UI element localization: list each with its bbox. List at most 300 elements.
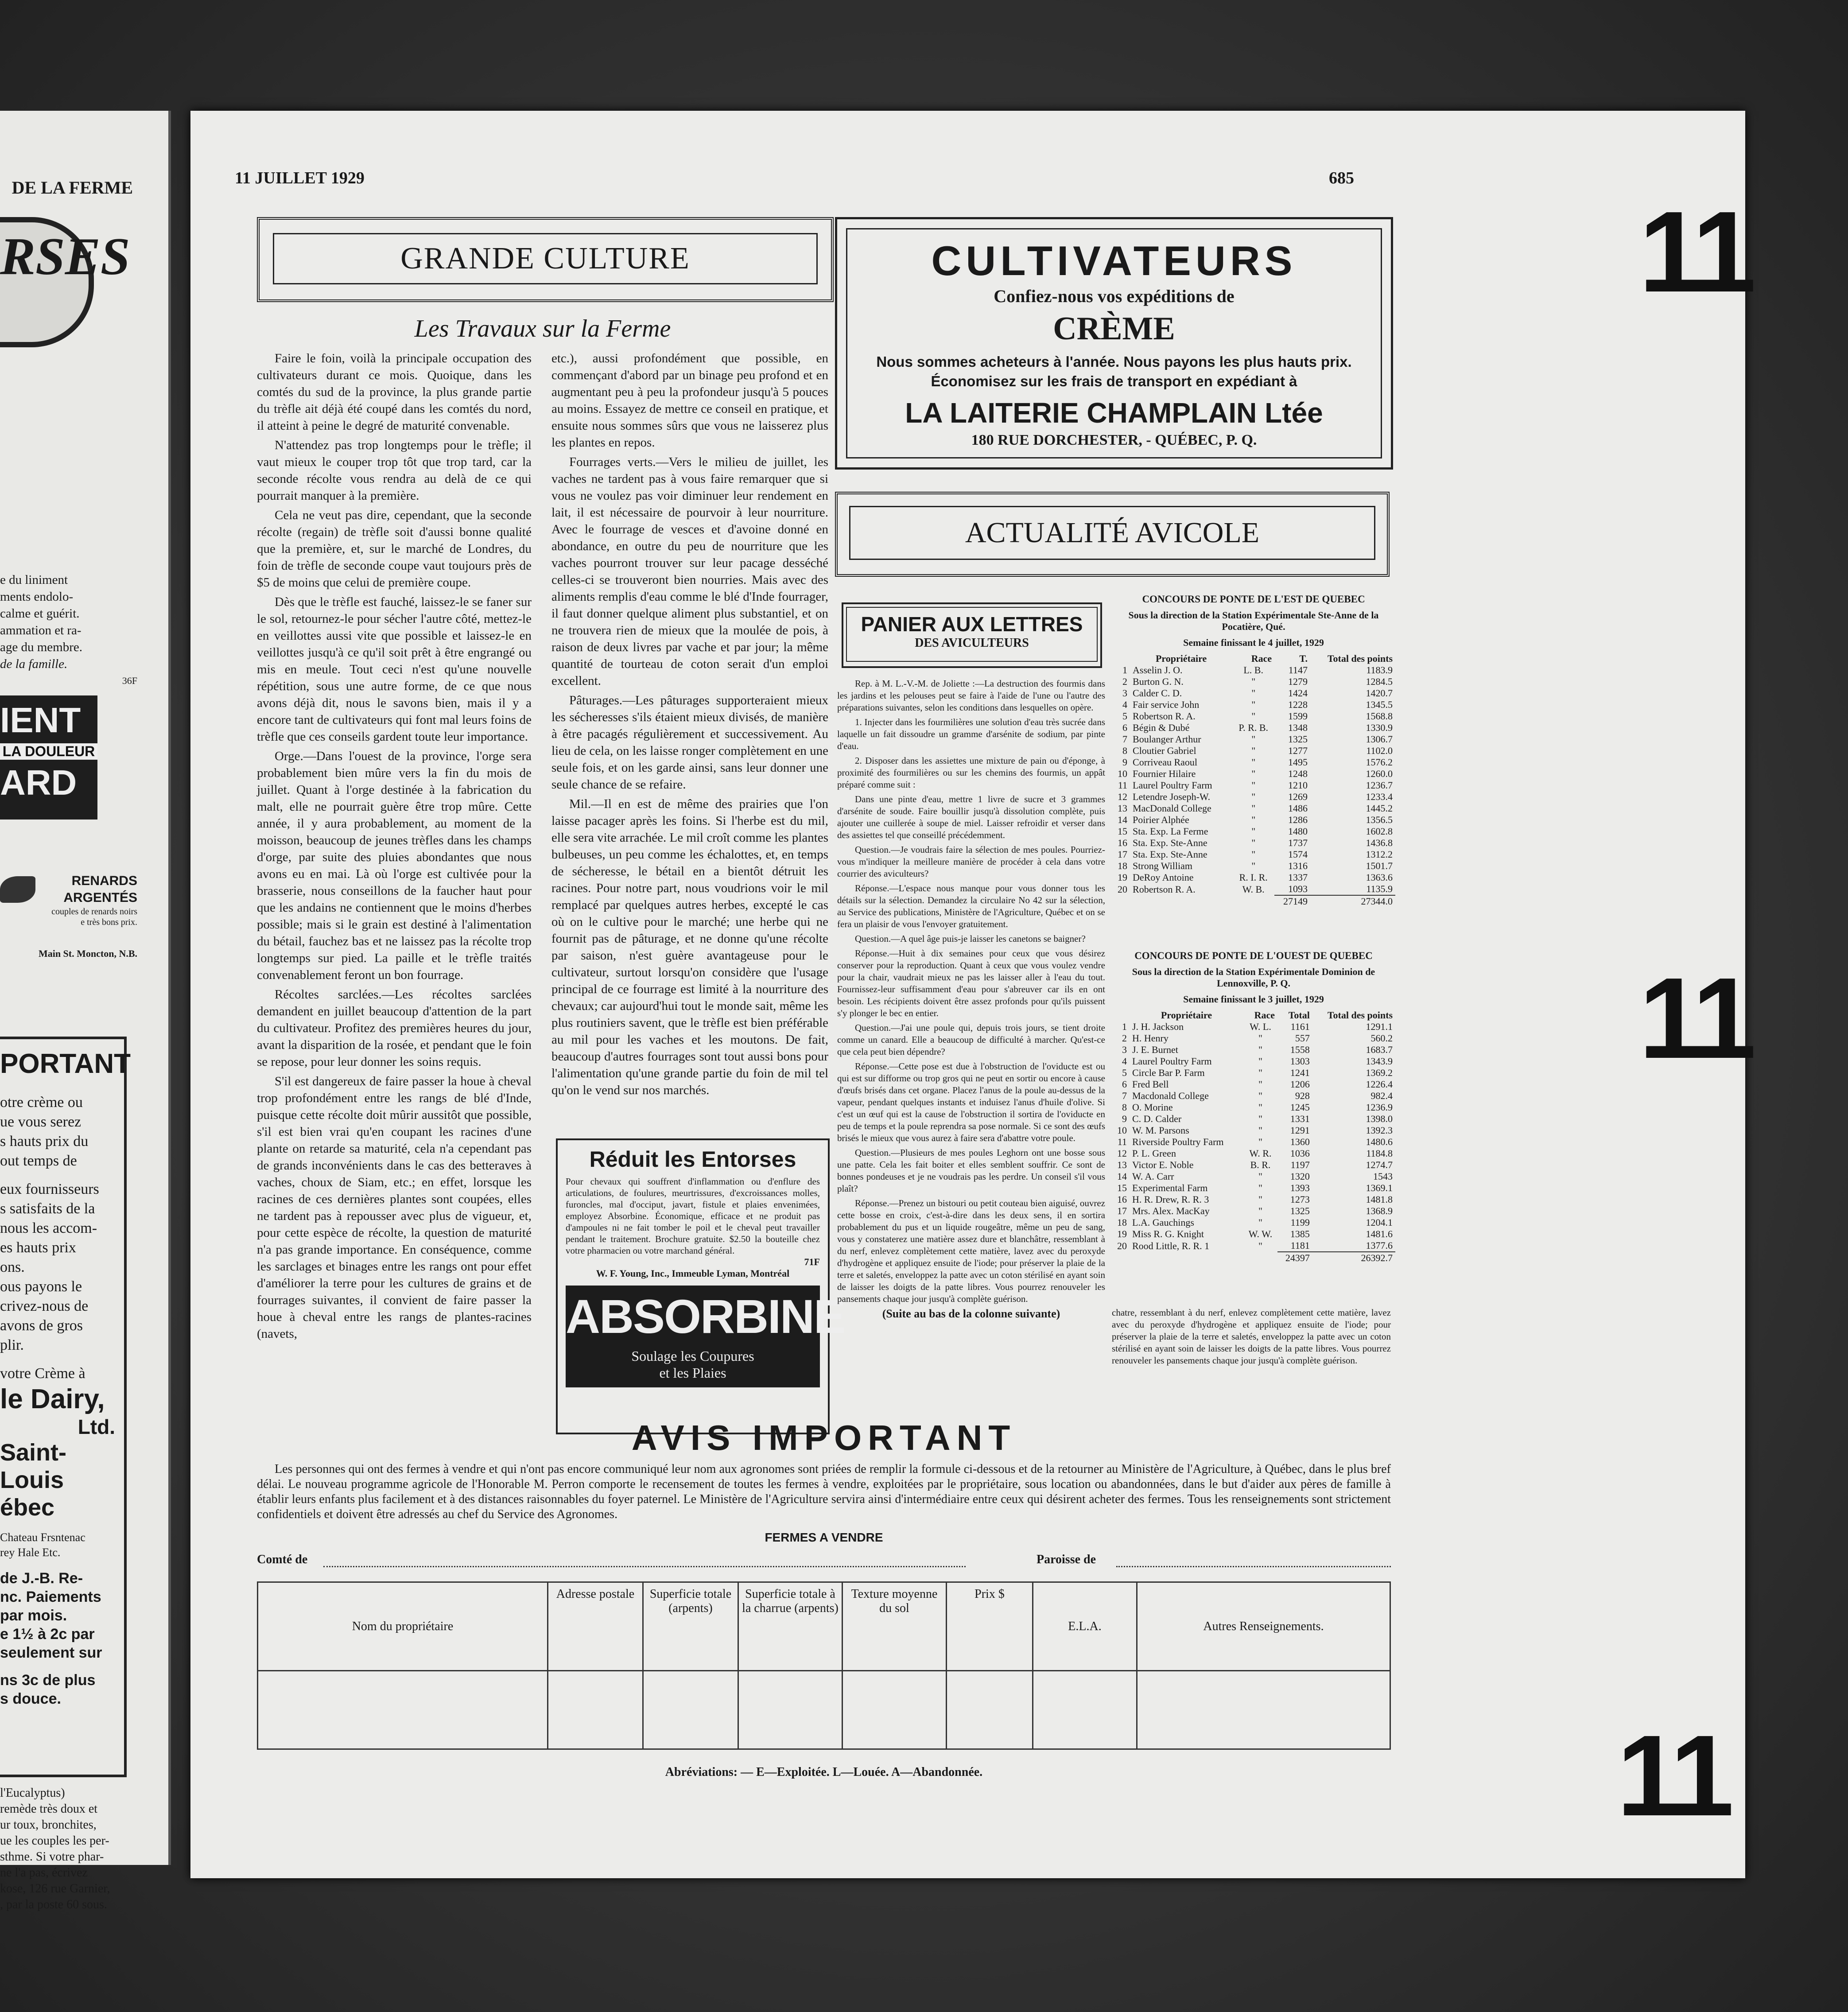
table-cell: 1393 xyxy=(1290,1182,1310,1193)
table-cell: " xyxy=(1251,826,1256,837)
table-cell: 7 xyxy=(1122,734,1128,745)
column-header: Race xyxy=(1251,653,1272,664)
form-cell[interactable] xyxy=(258,1671,548,1749)
table-cell: " xyxy=(1251,757,1256,768)
avis-title: AVIS IMPORTANT xyxy=(631,1418,1017,1457)
col-header: Adresse postale xyxy=(548,1582,643,1671)
table-cell: Robertson R. A. xyxy=(1133,883,1196,895)
table-cell: 1486 xyxy=(1288,803,1308,814)
total-cell: 24397 xyxy=(1277,1252,1312,1264)
table-total-row xyxy=(1112,895,1395,907)
table-cell: J. H. Jackson xyxy=(1132,1021,1184,1032)
table-row xyxy=(1112,803,1395,814)
table-cell: 1291 xyxy=(1290,1125,1310,1136)
table-cell: 1495 xyxy=(1288,757,1308,768)
col-header: Prix $ xyxy=(947,1582,1033,1671)
table-cell: 928 xyxy=(1295,1090,1310,1101)
form-title: FERMES A VENDRE xyxy=(765,1530,883,1544)
table-cell: " xyxy=(1251,814,1256,825)
page-marker-middle: 11 xyxy=(1639,954,1752,1083)
table-row xyxy=(1112,1136,1395,1148)
table-cell: Burton G. N. xyxy=(1133,676,1184,687)
table-cell: 1343.9 xyxy=(1366,1056,1393,1067)
table-cell: 2 xyxy=(1122,1033,1127,1044)
eucalyptus-ad: l'Eucalyptus) remède très doux et ur toux, bronchites, ue les couples les per- sthme. Si votre phar- ne l'a pas, écrivez kose, 126 rue Garnier, , par la poste 60 sous. xyxy=(0,1786,110,1911)
table-cell: " xyxy=(1258,1171,1262,1182)
table-cell: Bégin & Dubé xyxy=(1133,722,1190,733)
panier-column xyxy=(837,678,1105,1322)
table-cell: 1135.9 xyxy=(1366,883,1393,894)
table-cell: Corriveau Raoul xyxy=(1133,757,1198,768)
table-cell: 3 xyxy=(1122,1044,1127,1055)
table-row xyxy=(1112,860,1395,872)
table-cell: 1093 xyxy=(1288,883,1308,894)
col-header: Autres Renseignements. xyxy=(1137,1582,1390,1671)
table-cell: Fair service John xyxy=(1133,699,1200,710)
table-cell: 1273 xyxy=(1290,1194,1310,1205)
table-cell: W. B. xyxy=(1242,883,1265,895)
column-header: Propriétaire xyxy=(1155,653,1207,664)
table-cell: 15 xyxy=(1117,1182,1127,1193)
paragraph: 1. Injecter dans les fourmilières une solution d'eau très sucrée dans laquelle un fait dissoudre un gramme d'arsénite de sodium, par pinte d'eau. xyxy=(837,717,1105,751)
table-cell: 1480 xyxy=(1288,826,1308,837)
table-cell: 12 xyxy=(1117,1148,1127,1159)
table-cell: 1206 xyxy=(1290,1079,1310,1090)
form-cell[interactable] xyxy=(947,1671,1033,1749)
table-cell: 1348 xyxy=(1288,722,1308,733)
table-cell: 1197 xyxy=(1290,1159,1310,1170)
table-cell: Letendre Joseph-W. xyxy=(1133,791,1211,802)
paragraph: Réponse.—Cette pose est due à l'obstruction de l'oviducte est ou qui est sur difforme ou trop gros qui ne peut en sortir ou encore à cause d'œufs brisés dans cet organe. Placez l'anus de la poule au-dessus de la vapeur, pendant quelques instants et induisez l'anus d'huile d'olive. Si c'est un œuf qui est la cause de l'obstruction il sortira de l'oviducte en peu de temps et la poule reprendra sa pose normale. Si ce sont des œufs brisés le mieux que vous aurez à faire sera d'abattre votre poule. xyxy=(837,1061,1105,1143)
table-cell: 1398.0 xyxy=(1366,1113,1393,1124)
table-cell: 560.2 xyxy=(1370,1033,1393,1044)
table-cell: 1392.3 xyxy=(1366,1125,1393,1136)
table-row xyxy=(1112,814,1395,826)
paragraph: Dans une pinte d'eau, mettre 1 livre de sucre et 3 grammes d'arsénite de soude. Faire bouillir jusqu'à dissolution complète, puis ajouter une cuillerée à soupe de miel. Laisser refroidir et verser dans des assiettes tel que conseillé précédemment. xyxy=(837,794,1105,840)
table-row xyxy=(1112,734,1395,745)
table-cell: " xyxy=(1251,768,1256,779)
table-row xyxy=(1112,1228,1395,1240)
table-row xyxy=(1112,1194,1395,1205)
table-cell: 1330.9 xyxy=(1366,722,1393,733)
table-cell: 1345.5 xyxy=(1366,699,1393,710)
table-cell: 16 xyxy=(1117,1194,1127,1205)
table-row xyxy=(1112,1125,1395,1136)
table-cell: 1284.5 xyxy=(1366,676,1393,687)
paragraph: Question.—A quel âge puis-je laisser les canetons se baigner? xyxy=(855,933,1086,944)
table-row xyxy=(1112,687,1395,699)
table-cell: " xyxy=(1251,837,1256,848)
score-table-ouest xyxy=(1112,1010,1395,1264)
table-cell: 1233.4 xyxy=(1366,791,1393,802)
table-cell: 1102.0 xyxy=(1366,745,1393,756)
table-cell: L. B. xyxy=(1243,664,1263,676)
table-cell: C. D. Calder xyxy=(1132,1113,1182,1124)
table-cell: " xyxy=(1258,1056,1262,1067)
table-cell: 1599 xyxy=(1288,711,1308,722)
paragraph: Fourrages verts.—Vers le milieu de juillet, les vaches ne tardent pas à vous faire remarquer que si vous ne voulez pas voir diminuer leur rendement en lait, il est nécessaire de pourvoir à leur nourriture. Avec le fourrage de vesces et d'avoine donné en abondance, en outre du peu de nourriture que les vaches pourront trouver sur leur pacage desséché celles-ci se trouveront bien nourries. Mais avec des aliments remplis d'eau comme le blé d'Inde fourrager, il faut donner quelque aliment plus substantiel, et on ne trouvera rien de mieux que la moulée de pois, à raison de deux livres par vache et par jour; la même quantité de tourteau de coton serait d'un emploi excellent. xyxy=(551,455,828,688)
table-cell: 1226.4 xyxy=(1366,1079,1393,1090)
paragraph: 2. Disposer dans les assiettes une mixture de pain ou d'éponge, à proximité des fourmilières ou sur les chemins des fourmis, un appât préparé comme suit : xyxy=(837,755,1105,790)
table-row xyxy=(1112,1067,1395,1079)
section-title: ACTUALITÉ AVICOLE xyxy=(849,506,1375,560)
form-cell[interactable] xyxy=(548,1671,643,1749)
table-cell: 1368.9 xyxy=(1366,1205,1393,1216)
column-header: Race xyxy=(1254,1010,1275,1021)
table-cell: 12 xyxy=(1118,791,1128,802)
table-cell: 8 xyxy=(1122,1102,1127,1113)
col-header: Nom du propriétaire xyxy=(258,1582,548,1671)
col-header: Texture moyenne du sol xyxy=(842,1582,947,1671)
form-cell[interactable] xyxy=(1137,1671,1390,1749)
table-cell: 1147 xyxy=(1288,664,1308,676)
table-cell: 20 xyxy=(1118,883,1128,895)
table-cell: 1161 xyxy=(1290,1021,1310,1032)
article-column-1 xyxy=(257,350,532,1345)
column-header: Total xyxy=(1288,1010,1310,1021)
important-ad: PORTANT otre crème ou ue vous serez s hauts prix du out temps de eux fournisseurs s satisfaits de la nous les accom- es hauts prix ons. ous payons le crivez-nous de avons de gros plir. votre Crème à le Dairy, Ltd. Saint-Louis ébec Chateau Frsntenac rey Hale Etc. de J.-B. Re- nc. Paiements par mois. e 1½ à 2c par seulement sur ns 3c de plus s douce. xyxy=(0,1037,127,1777)
table-cell: 1602.8 xyxy=(1366,826,1393,837)
table-cell: 1181 xyxy=(1290,1240,1310,1251)
paragraph: Question.—J'ai une poule qui, depuis trois jours, se tient droite comme un canard. Elle a beaucoup de difficulté à marcher. Qu'est-ce que cela peut bien dépendre? xyxy=(837,1022,1105,1057)
table-header-row xyxy=(1112,653,1395,664)
table-cell: 1480.6 xyxy=(1366,1136,1393,1147)
paragraph: Récoltes sarclées.—Les récoltes sarclées demandent en juillet beaucoup d'attention de la part du cultivateur. Profitez des premières heures du jour, avant la disparition de la rosée, et pendant que le foin se repose, pour leur donner les soins requis. xyxy=(257,987,532,1069)
table-cell: 13 xyxy=(1117,1159,1127,1170)
table-cell: 1320 xyxy=(1290,1171,1310,1182)
table-cell: " xyxy=(1258,1044,1262,1055)
table-cell: 1312.2 xyxy=(1366,849,1393,860)
table-cell: DeRoy Antoine xyxy=(1133,872,1194,883)
table-cell: W. W. xyxy=(1248,1228,1273,1239)
table-row xyxy=(1112,711,1395,722)
paragraph: Dès que le trèfle est fauché, laissez-le se faner sur le sol, retournez-le pour sécher l'autre côté, mettez-le en veillottes aussi vite que possible et laissez-le en veillottes jusqu'à ce qu'il soit prêt à être engrangé ou mis en meule. Tout ceci n'est qu'une nouvelle répétition, sous une autre forme, de ce que nous avons déjà dit, nous le savons bien, mais il y a encore tant de cultivateurs qui font mal leurs foins de trèfle que ces conseils gardent toute leur importance. xyxy=(257,595,532,744)
table-cell: 1481.8 xyxy=(1366,1194,1393,1205)
table-cell: 1316 xyxy=(1288,860,1308,871)
table-cell: 1424 xyxy=(1288,687,1308,699)
creme-ad: CULTIVATEURS Confiez-nous vos expéditions de CRÈME Nous sommes acheteurs à l'année. Nous payons les plus hauts prix. Économisez sur les frais de transport en expédiant à LA LAITERIE CHAMPLAIN Ltée 180 RUE DORCHESTER, - QUÉBEC, P. Q. xyxy=(835,217,1393,470)
table-row xyxy=(1112,1148,1395,1159)
table-row xyxy=(1112,768,1395,780)
total-cell: 26392.7 xyxy=(1312,1252,1395,1264)
column-header xyxy=(1112,1010,1130,1021)
table-row xyxy=(1112,1021,1395,1033)
table-cell: " xyxy=(1251,803,1256,814)
table-cell: 1436.8 xyxy=(1366,837,1393,848)
table-cell: 1 xyxy=(1122,1021,1127,1032)
logo-text: RSES xyxy=(0,227,130,286)
table-cell: 16 xyxy=(1118,837,1128,848)
table-cell: Strong William xyxy=(1133,860,1193,871)
table-row xyxy=(1112,1102,1395,1113)
table-cell: 1683.7 xyxy=(1366,1044,1393,1055)
table-cell: 1204.1 xyxy=(1366,1217,1393,1228)
table-cell: Asselin J. O. xyxy=(1133,664,1183,676)
table-cell: 11 xyxy=(1117,1136,1127,1147)
table-cell: 11 xyxy=(1118,780,1128,791)
table-cell: 1274.7 xyxy=(1366,1159,1393,1170)
table-cell: 3 xyxy=(1122,687,1128,699)
table-row xyxy=(1112,1240,1395,1252)
table-cell: 1245 xyxy=(1290,1102,1310,1113)
table-cell: 1260.0 xyxy=(1366,768,1393,779)
table-cell: 1501.7 xyxy=(1366,860,1393,871)
table-cell: " xyxy=(1258,1194,1262,1205)
ad-headline: CULTIVATEURS xyxy=(931,237,1297,284)
table-cell: 2 xyxy=(1122,676,1128,687)
table-cell: 19 xyxy=(1118,872,1128,883)
column-header xyxy=(1112,653,1130,664)
table-cell: Macdonald College xyxy=(1132,1090,1209,1101)
table-cell: 1210 xyxy=(1288,780,1308,791)
table-row xyxy=(1112,1205,1395,1217)
left-page-header: DE LA FERME xyxy=(12,178,133,198)
table-cell: 1277 xyxy=(1288,745,1308,756)
table-cell: " xyxy=(1251,849,1256,860)
table-cell: Fred Bell xyxy=(1132,1079,1169,1090)
table-cell: 1248 xyxy=(1288,768,1308,779)
table-cell: 1286 xyxy=(1288,814,1308,825)
table-cell: " xyxy=(1258,1125,1262,1136)
table-cell: " xyxy=(1258,1113,1262,1124)
column-header: Total des points xyxy=(1327,653,1393,664)
table-cell: 18 xyxy=(1117,1217,1127,1228)
table-cell: Poirier Alphée xyxy=(1133,814,1189,825)
paragraph: Faire le foin, voilà la principale occupation des cultivateurs durant ce mois. Quoique, dans les comtés du sud de la province, la plus grande partie du trèfle ait déjà été coupé dans les comtés du nord, il atteint à peine le degré de maturité convenable. xyxy=(257,351,532,433)
table-row xyxy=(1112,1079,1395,1090)
avis-body: Les personnes qui ont des fermes à vendre et qui n'ont pas encore communiqué leur nom aux agronomes sont priées de remplir la formule ci-dessous et de la retourner au Ministère de l'Agriculture, à Québec, dans le plus bref délai. Le nouveau programme agricole de l'Honorable M. Perron comporte le recensement de toutes les fermes à vendre, exploitées par le propriétaire, sous location ou abandonnées, dans le but d'aider aux pères de famille à établir leurs enfants plus facilement et à des distances raisonnables du foyer paternel. Le Ministère de l'Agriculture servira ainsi d'intermédiaire entre ceux qui désirent acheter des fermes. Tous les renseignements sont strictement confidentiels et doivent être adressés au chef du Service des Agronomes. xyxy=(257,1462,1391,1521)
table-cell: 1236.9 xyxy=(1366,1102,1393,1113)
table-cell: 1183.9 xyxy=(1366,664,1393,676)
table-row xyxy=(1112,780,1395,791)
table-cell: " xyxy=(1258,1240,1262,1251)
table-cell: Fournier Hilaire xyxy=(1133,768,1196,779)
table-cell: 1369.1 xyxy=(1366,1182,1393,1193)
table-row xyxy=(1112,676,1395,687)
paragraph: Question.—Plusieurs de mes poules Leghorn ont une bosse sous une patte. Cela les fait boiter et elles semblent souffrir. Ce sont de bonnes pondeuses et je ne voudrais pas les perdre. Un conseil s'il vous plaît? xyxy=(837,1147,1105,1194)
form-cell[interactable] xyxy=(842,1671,947,1749)
absorbine-logo: ABSORBINE Soulage les Coupures et les Plaies xyxy=(566,1286,820,1387)
table-cell: Robertson R. A. xyxy=(1133,711,1196,722)
table-cell: H. R. Drew, R. R. 3 xyxy=(1132,1194,1209,1205)
table-cell: 1385 xyxy=(1290,1228,1310,1239)
form-cell[interactable] xyxy=(643,1671,738,1749)
total-cell: 27344.0 xyxy=(1310,895,1395,907)
section-title: GRANDE CULTURE xyxy=(273,233,818,284)
table-cell: 1576.2 xyxy=(1366,757,1393,768)
table-row xyxy=(1112,837,1395,849)
table-cell: 1 xyxy=(1122,664,1128,676)
table-row xyxy=(1112,826,1395,837)
panier-title-box: PANIER AUX LETTRES DES AVICULTEURS xyxy=(842,602,1102,668)
table-cell: 5 xyxy=(1122,1067,1127,1078)
table-cell: 7 xyxy=(1122,1090,1127,1101)
table-cell: 15 xyxy=(1118,826,1128,837)
table-cell: R. I. R. xyxy=(1239,872,1268,883)
table-cell: " xyxy=(1251,791,1256,802)
table-cell: 1481.6 xyxy=(1366,1228,1393,1239)
table-cell: 1279 xyxy=(1288,676,1308,687)
table-cell: " xyxy=(1251,699,1256,710)
table-cell: 1269 xyxy=(1288,791,1308,802)
table-cell: " xyxy=(1258,1136,1262,1147)
table-cell: 1568.8 xyxy=(1366,711,1393,722)
table-row xyxy=(1112,757,1395,768)
table-cell: 10 xyxy=(1117,1125,1127,1136)
col-header: Superficie totale (arpents) xyxy=(643,1582,738,1671)
paragraph: Mil.—Il en est de même des prairies que l'on laisse pacager après les foins. Si l'herbe est du mil, elle sera vite arrachée. Le mil croît comme les plantes bulbeuses, un peu comme les échalottes, et, en temps de sécheresse, le bétail en a bientôt détruit les racines. Pour notre part, nous voudrions voir le mil remplacé par quelques autres herbes, excepté le cas où on le cultive pour le marché; une herbe qui ne fournit pas de pâturage, et ne donne qu'une récolte par saison, n'est guère avantageuse pour le cultivateur, surtout lorsqu'on considère que l'usage principal de ce fourrage est limité à la nourriture des chevaux; car aujourd'hui tout le monde sait, même les plus routiniers savent, que le trèfle est bien préférable au mil pour les vaches et les moutons. De fait, beaucoup d'autres fourrages sont tout aussi bons pour l'alimentation qu'une grande partie du foin de mil tel qu'on le vend sur nos marchés. xyxy=(551,797,828,1097)
page-marker-bottom: 11 xyxy=(1617,1712,1730,1840)
table-cell: " xyxy=(1251,711,1256,722)
douleur-banner: IENT LA DOULEUR ARD xyxy=(0,695,97,820)
form-cell[interactable] xyxy=(738,1671,842,1749)
table-row xyxy=(1112,1044,1395,1056)
actualite-avicole-frame xyxy=(835,492,1390,577)
table-cell: 8 xyxy=(1122,745,1128,756)
table-cell: 1337 xyxy=(1288,872,1308,883)
table-row xyxy=(1112,1171,1395,1182)
table-row xyxy=(1112,1113,1395,1125)
table-row xyxy=(1112,699,1395,711)
panier-continuation: chatre, ressemblant à du nerf, enlevez complètement cette matière, lavez avec du peroxyde d'hydrogène et appliquez ensuite de l'iode; pour préserver la plaie de la terre et saletés, enveloppez la patte avec un coton stérilisé en ayant soin de laisser les doigts de la patte libres. Vous pourrez renouveler les pansements chaque jour jusqu'à complète guérison. xyxy=(1112,1307,1391,1366)
table-cell: 1331 xyxy=(1290,1113,1310,1124)
table-cell: Sta. Exp. Ste-Anne xyxy=(1133,837,1207,848)
form-cell[interactable] xyxy=(1033,1671,1137,1749)
table-cell: W. A. Carr xyxy=(1132,1171,1174,1182)
table-cell: 1445.2 xyxy=(1366,803,1393,814)
paragraph: N'attendez pas trop longtemps pour le trèfle; il vaut mieux le couper trop tôt que trop tard, car la seconde récolte vous rendra au delà de ce qui pourrait manquer à la première. xyxy=(257,438,532,503)
abbreviations: Abréviations: — E—Exploitée. L—Louée. A—Abandonnée. xyxy=(665,1765,983,1779)
table-row xyxy=(1112,1217,1395,1228)
table-cell: 1356.5 xyxy=(1366,814,1393,825)
table-cell: P. R. B. xyxy=(1238,722,1268,733)
table-total-row xyxy=(1112,1252,1395,1264)
table-cell: " xyxy=(1251,676,1256,687)
table-cell: 1420.7 xyxy=(1366,687,1393,699)
table-cell: " xyxy=(1251,687,1256,699)
paragraph: Réponse.—Huit à dix semaines pour ceux que vous désirez conserver pour la reproduction. Quant à ceux que vous voulez vendre pour la chair, vaudrait mieux ne pas les laisser aller à l'eau du tout. Fournissez-leur suffisamment d'eau pour s'abreuver car ils en ont besoin. Les récipients doivent être assez profonds pour qu'ils puissent s'y plonger le bec en entier. xyxy=(837,948,1105,1018)
fox-icon xyxy=(0,876,35,903)
table-cell: O. Morine xyxy=(1132,1102,1173,1113)
table-cell: Riverside Poultry Farm xyxy=(1132,1136,1224,1147)
table-row xyxy=(1112,872,1395,883)
paragraph: Pâturages.—Les pâturages supporteraient mieux les sécheresses s'ils étaient mieux divisés, de manière à être pacagés régulièrement et successivement. Au lieu de cela, on les laisse ronger complètement en une seule fois, et on les garde ainsi, sans leur donner une seule chance de se refaire. xyxy=(551,693,828,792)
table-cell: " xyxy=(1258,1067,1262,1078)
continued-note: (Suite au bas de la colonne suivante) xyxy=(882,1307,1060,1320)
table-row xyxy=(1112,1090,1395,1102)
table-cell: 6 xyxy=(1122,1079,1127,1090)
table-row xyxy=(1112,1056,1395,1067)
table-cell: 982.4 xyxy=(1370,1090,1393,1101)
table-cell: Laurel Poultry Farm xyxy=(1132,1056,1212,1067)
table-cell: H. Henry xyxy=(1132,1033,1169,1044)
paragraph: etc.), aussi profondément que possible, en commençant d'abord par un binage peu profond et en augmentant peu à peu la profondeur jusqu'à 5 pouces au moins. Essayez de mettre ce conseil en pratique, et ensuite nous sommes sûrs que vous ne laisserez plus les plantes en repos. xyxy=(551,351,828,450)
table-row xyxy=(1112,791,1395,803)
comte-field[interactable] xyxy=(323,1566,966,1567)
table-header-row xyxy=(1112,1010,1395,1021)
table-cell: 1184.8 xyxy=(1366,1148,1393,1159)
table-cell: 1291.1 xyxy=(1366,1021,1393,1032)
table-cell: Circle Bar P. Farm xyxy=(1132,1067,1205,1078)
table-cell: 1574 xyxy=(1288,849,1308,860)
table-cell: " xyxy=(1258,1033,1262,1044)
table-cell: 1325 xyxy=(1290,1205,1310,1216)
table-row xyxy=(1112,1159,1395,1171)
table-cell: 20 xyxy=(1117,1240,1127,1251)
table-cell: 1558 xyxy=(1290,1044,1310,1055)
table-cell: 1369.2 xyxy=(1366,1067,1393,1078)
total-cell: 27149 xyxy=(1274,895,1310,907)
table-cell: " xyxy=(1258,1102,1262,1113)
liniment-ad: e du liniment ments endolo- calme et guérit. ammation et ra- age du membre. de la famille. 36F xyxy=(0,573,137,686)
table-cell: 9 xyxy=(1122,757,1128,768)
table-row xyxy=(1112,722,1395,734)
table-cell: 13 xyxy=(1118,803,1128,814)
table-cell: 1325 xyxy=(1288,734,1308,745)
table-cell: 10 xyxy=(1118,768,1128,779)
table-cell: 1737 xyxy=(1288,837,1308,848)
table-cell: 1377.6 xyxy=(1366,1240,1393,1251)
article-title: Les Travaux sur la Ferme xyxy=(414,315,671,342)
table-cell: Miss R. G. Knight xyxy=(1132,1228,1204,1239)
table-cell: Rood Little, R. R. 1 xyxy=(1132,1240,1210,1251)
table-cell: 1303 xyxy=(1290,1056,1310,1067)
table-cell: Experimental Farm xyxy=(1132,1182,1208,1193)
table-cell: W. R. xyxy=(1249,1148,1272,1159)
concours-ouest: CONCOURS DE PONTE DE L'OUEST DE QUEBEC Sous la direction de la Station Expérimentale Dominion de Lennoxville, P. Q. Semaine finissant le 3 juillet, 1929 Propriétaire Race Total Total des points 1 J. H. Jackson W. L. 1161 1291.1 2 H. Henry " 557 560.2 3 J. E. Burnet " 1558 1683.7 4 Laurel Poultry Farm " 1303 1343.9 5 Circle Bar P. Farm " 1241 1369.2 6 Fred Bell " 1206 1226.4 7 Macdonald College " 928 982.4 8 O. Morine " 1245 1236.9 9 C. D. Calder " 1331 1398.0 10 W. M. Parsons " 1291 1392.3 11 Riverside Poultry Farm " 1360 1480.6 12 P. L. Green W. R. 1036 1184.8 13 Victor E. Noble B. R. 1197 1274.7 14 W. A. Carr " 1320 1543 15 Experimental Farm " 1393 1369.1 16 H. R. Drew, R. R. 3 " 1273 1481.8 17 Mrs. Alex. MacKay " 1325 1368.9 18 L.A. Gauchings " 1199 1204.1 19 Miss R. G. Knight W. W. 1385 1481.6 20 Rood Little, R. R. 1 " 1181 1377.6 24397 26392.7 xyxy=(1112,950,1395,1264)
page-marker-top: 11 xyxy=(1639,188,1752,316)
table-cell: W. L. xyxy=(1250,1021,1271,1032)
table-row xyxy=(1112,664,1395,676)
table-cell: " xyxy=(1258,1182,1262,1193)
table-cell: B. R. xyxy=(1250,1159,1271,1170)
table-cell: 1363.6 xyxy=(1366,872,1393,883)
col-header: Superficie totale à la charrue (arpents) xyxy=(738,1582,842,1671)
paragraph: S'il est dangereux de faire passer la houe à cheval trop profondément entre les rangs de blé d'Inde, puisque cette récolte doit mûrir aussitôt que possible, s'il est bien vrai qu'en coupant les racines d'une plante on retarde sa maturité, cela n'a cependant pas de grands inconvénients dans le cas des betteraves à vaches, choux de Siam, etc.; en effet, lorsque les racines de ces dernières plantes sont coupées, elles ne tardent pas à repousser avec plus de vigueur, et, pour cette espèce de récolte, la question de maturité n'a pas grande importance. En conséquence, comme les sarclages et binages entre les rangs ont pour effet d'améliorer la terre pour les cultures de grains et de fourrages suivantes, il convient de faire passer la houe à cheval entre les rangs de plantes-racines (navets, xyxy=(257,1074,532,1341)
paragraph: Orge.—Dans l'ouest de la province, l'orge sera probablement bien mûre vers la fin du mois de juillet. Quant à l'orge destinée à la fabrication du malt, elle ne pourrait guère être trop mûre. Cette année, il y aura probablement, au moment de la moisson, beaucoup de jeunes trèfles dans les champs d'orge, par suite des pluies abondantes que nous avons eu en mai. Là où l'orge est cultivée pour la brasserie, nous conseillons de la faucher haut pour que les andains ne contiennent que le moins d'herbes possible; mais si le grain est destiné à l'alimentation du bétail, fauchez bas et ne laissez pas la récolte trop longtemps sur pied. La paille et le trèfle traités convenablement feront un bon fourrage. xyxy=(257,749,532,982)
table-cell: Sta. Exp. La Ferme xyxy=(1133,826,1208,837)
table-cell: 6 xyxy=(1122,722,1128,733)
table-cell: Cloutier Gabriel xyxy=(1133,745,1196,756)
table-row xyxy=(1112,849,1395,860)
paragraph: Réponse.—Prenez un bistouri ou petit couteau bien aiguisé, ouvrez cette bosse en croix, c'est-à-dire dans les deux sens, il en sortira probablement du pus et un liquide rougeâtre, même un peu de sang, vous y constaterez une matière assez dure et blanchâtre, ressemblant à du nerf, enlevez complètement cette matière, lavez avec du peroxyde d'hydrogène et appliquez ensuite de l'iode; pour préserver la plaie de la terre et saletés, enveloppez la patte avec un coton stérilisé en ayant soin de laisser les doigts de la patte libres. Vous pourrez renouveler les pansements chaque jour jusqu'à complète guérison. xyxy=(837,1198,1105,1304)
paragraph: Réponse.—L'espace nous manque pour vous donner tous les détails sur la sélection. Demandez la circulaire No 42 sur la sélection, au Service des publications, Ministère de l'Agriculture, Québec et on se fera un plaisir de vous l'envoyer gratuitement. xyxy=(837,883,1105,929)
concours-est: CONCOURS DE PONTE DE L'EST DE QUEBEC Sous la direction de la Station Expérimentale Ste-Anne de la Pocatière, Qué. Semaine finissant le 4 juillet, 1929 Propriétaire Race T. Total des points 1 Asselin J. O. L. B. 1147 1183.9 2 Burton G. N. " 1279 1284.5 3 Calder C. D. " 1424 1420.7 4 Fair service John " 1228 1345.5 5 Robertson R. A. " 1599 1568.8 6 Bégin & Dubé P. R. B. 1348 1330.9 7 Boulanger Arthur " 1325 1306.7 8 Cloutier Gabriel " 1277 1102.0 9 Corriveau Raoul " 1495 1576.2 10 Fournier Hilaire " 1248 1260.0 11 Laurel Poultry Farm " 1210 1236.7 12 Letendre Joseph-W. " 1269 1233.4 13 MacDonald College " 1486 1445.2 14 Poirier Alphée " 1286 1356.5 15 Sta. Exp. La Ferme " 1480 1602.8 16 Sta. Exp. Ste-Anne " 1737 1436.8 17 Sta. Exp. Ste-Anne " 1574 1312.2 18 Strong William " 1316 1501.7 19 DeRoy Antoine R. I. R. 1337 1363.6 20 Robertson R. A. W. B. 1093 1135.9 27149 27344.0 xyxy=(1112,594,1395,907)
table-cell: 4 xyxy=(1122,699,1128,710)
table-cell: 1241 xyxy=(1290,1067,1310,1078)
column-header: Propriétaire xyxy=(1161,1010,1212,1021)
table-cell: 1228 xyxy=(1288,699,1308,710)
table-cell: " xyxy=(1251,734,1256,745)
table-cell: " xyxy=(1258,1205,1262,1216)
table-cell: MacDonald College xyxy=(1133,803,1211,814)
table-cell: 1236.7 xyxy=(1366,780,1393,791)
table-cell: " xyxy=(1251,780,1256,791)
paroisse-label: Paroisse de xyxy=(1037,1553,1096,1566)
table-cell: Mrs. Alex. MacKay xyxy=(1132,1205,1210,1216)
table-cell: L.A. Gauchings xyxy=(1132,1217,1194,1228)
table-cell: Victor E. Noble xyxy=(1132,1159,1194,1170)
table-cell: " xyxy=(1258,1090,1262,1101)
table-row xyxy=(1112,1033,1395,1044)
table-cell: " xyxy=(1258,1079,1262,1090)
comte-label: Comté de xyxy=(257,1553,308,1566)
paroisse-field[interactable] xyxy=(1116,1566,1391,1567)
left-page-fragment xyxy=(0,111,171,1911)
fox-ad: RENARDS ARGENTÉS couples de renards noirs e très bons prix. Main St. Moncton, N.B. xyxy=(0,873,137,962)
table-cell: " xyxy=(1251,860,1256,871)
grande-culture-frame xyxy=(257,217,834,302)
